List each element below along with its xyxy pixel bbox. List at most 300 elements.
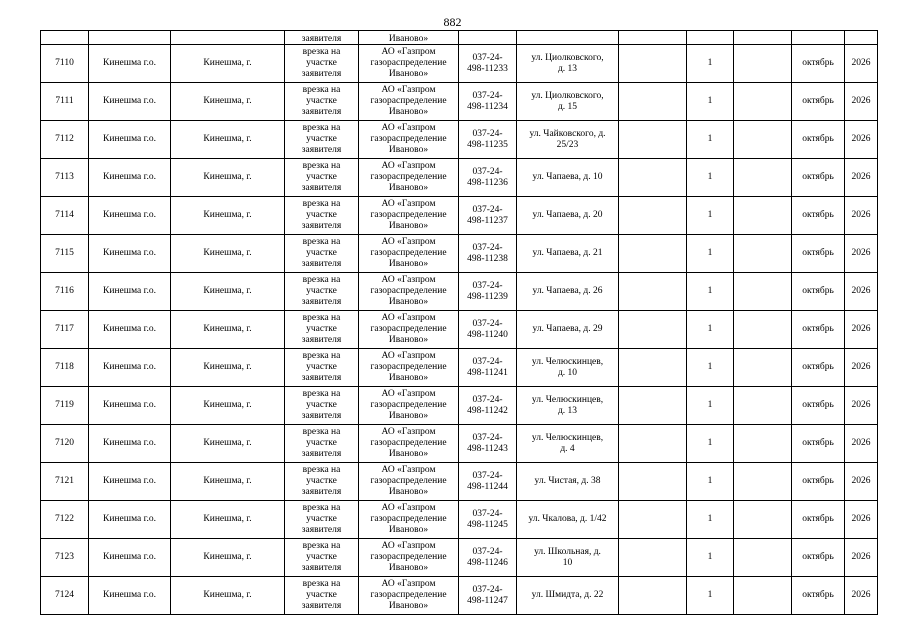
- cell-org: [359, 273, 459, 311]
- cell-method-line: заявителя: [301, 411, 342, 421]
- cell-number: 7120: [41, 425, 89, 463]
- cell-empty: [734, 387, 792, 425]
- cell-empty: [734, 83, 792, 121]
- cell-year: 2026: [845, 539, 878, 577]
- table-row: [41, 577, 878, 615]
- cell-locality: Кинешма, г.: [171, 463, 285, 501]
- cell-locality: Кинешма, г.: [171, 197, 285, 235]
- cell-org-line: Иваново»: [388, 563, 429, 573]
- cell-org-line: Иваново»: [388, 449, 429, 459]
- table-row: [41, 387, 878, 425]
- cell-org-line: газораспределение: [370, 134, 447, 144]
- table-row: [41, 121, 878, 159]
- table-row: [41, 235, 878, 273]
- cell-year: 2026: [845, 387, 878, 425]
- cell-month: октябрь: [792, 387, 845, 425]
- cell-method: [285, 197, 359, 235]
- cell-year: 2026: [845, 83, 878, 121]
- cell-code-line: 037-24-: [472, 52, 503, 63]
- table-row: [41, 197, 878, 235]
- cell-number: 7114: [41, 197, 89, 235]
- cell-org-line: АО «Газпром: [381, 465, 436, 475]
- cell-year: 2026: [845, 349, 878, 387]
- cell-year: 2026: [845, 121, 878, 159]
- cell-method-line: врезка на: [302, 199, 341, 209]
- cell-empty: [619, 235, 687, 273]
- cell-empty: [619, 539, 687, 577]
- cell-municipality: Кинешма г.о.: [89, 349, 171, 387]
- cell-org-line: Иваново»: [388, 69, 429, 79]
- cell-empty: [734, 45, 792, 83]
- cell-method-line: врезка на: [302, 85, 341, 95]
- cell-org: [359, 501, 459, 539]
- cell-method-line: участке: [306, 134, 337, 144]
- cell-org: [359, 463, 459, 501]
- cell-count: 1: [687, 235, 734, 273]
- cell-year: 2026: [845, 501, 878, 539]
- cell-municipality: Кинешма г.о.: [89, 273, 171, 311]
- cell-address-line: ул. Школьная, д.: [534, 546, 601, 557]
- cell-empty: [734, 31, 792, 45]
- cell-locality: Кинешма, г.: [171, 159, 285, 197]
- cell-empty: [619, 577, 687, 615]
- cell-method-line: заявителя: [301, 373, 342, 383]
- cell-number: 7121: [41, 463, 89, 501]
- table-row: [41, 349, 878, 387]
- cell-org: [359, 349, 459, 387]
- cell-address: [517, 121, 619, 159]
- cell-code-line: 037-24-: [472, 394, 503, 405]
- cell-org-line: Иваново»: [388, 297, 429, 307]
- cell-org-line: Иваново»: [388, 221, 429, 231]
- cell-org-line: Иваново»: [388, 145, 429, 155]
- cell-municipality: Кинешма г.о.: [89, 425, 171, 463]
- cell-number: 7112: [41, 121, 89, 159]
- cell-org-line: газораспределение: [370, 286, 447, 296]
- cell-org-line: Иваново»: [388, 373, 429, 383]
- cell-address-line: ул. Чапаева, д. 26: [532, 286, 603, 296]
- cell-municipality: Кинешма г.о.: [89, 387, 171, 425]
- cell-org: [359, 45, 459, 83]
- cell-empty: [619, 273, 687, 311]
- cell-code-line: 037-24-: [472, 280, 503, 291]
- cell-address-line: ул. Циолковского,: [531, 90, 604, 101]
- cell-method: [285, 387, 359, 425]
- cell-code: [459, 425, 517, 463]
- cell-code-line: 037-24-: [472, 584, 503, 595]
- cell-code-line: 498-11242: [467, 405, 508, 416]
- cell-address: [517, 235, 619, 273]
- cell-address-line: д. 15: [557, 101, 578, 112]
- cell-empty: [734, 349, 792, 387]
- cell-address-line: д. 10: [557, 367, 578, 378]
- cell-locality: Кинешма, г.: [171, 387, 285, 425]
- cell-method-line: врезка на: [302, 351, 341, 361]
- cell-code-line: 498-11238: [467, 253, 508, 264]
- cell-address: [517, 425, 619, 463]
- cell-org-line: газораспределение: [370, 324, 447, 334]
- cell-year: 2026: [845, 273, 878, 311]
- cell-method-line: участке: [306, 324, 337, 334]
- cell-count: 1: [687, 197, 734, 235]
- cell-org-line: газораспределение: [370, 58, 447, 68]
- cell-method-line: участке: [306, 96, 337, 106]
- cell-code: [459, 539, 517, 577]
- continuation-row: [41, 31, 878, 45]
- cell-municipality: Кинешма г.о.: [89, 235, 171, 273]
- cell-method-line: врезка на: [302, 579, 341, 589]
- cell-empty: [619, 197, 687, 235]
- cell-method: [285, 45, 359, 83]
- cell-empty: [41, 31, 89, 45]
- cell-org-line: Иваново»: [388, 335, 429, 345]
- cell-org-line: газораспределение: [370, 590, 447, 600]
- cell-code-line: 498-11237: [467, 215, 508, 226]
- cell-empty: [619, 425, 687, 463]
- cell-empty: [734, 273, 792, 311]
- cell-address-line: ул. Чистая, д. 38: [534, 476, 601, 486]
- table-row: [41, 425, 878, 463]
- cell-code-line: 037-24-: [472, 470, 503, 481]
- cell-empty: [171, 31, 285, 45]
- cell-code-line: 498-11233: [467, 63, 508, 74]
- cell-method-line: заявителя: [301, 335, 342, 345]
- cell-code-line: 498-11236: [467, 177, 508, 188]
- cell-municipality: Кинешма г.о.: [89, 45, 171, 83]
- cell-address: [517, 463, 619, 501]
- cell-count: 1: [687, 463, 734, 501]
- cell-address: [517, 45, 619, 83]
- cell-method-line: участке: [306, 172, 337, 182]
- cell-month: октябрь: [792, 577, 845, 615]
- cell-method-line: заявителя: [301, 563, 342, 573]
- cell-count: 1: [687, 45, 734, 83]
- cell-year: 2026: [845, 463, 878, 501]
- cell-empty: [734, 463, 792, 501]
- cell-org-line: АО «Газпром: [381, 313, 436, 323]
- cell-number: 7113: [41, 159, 89, 197]
- cell-org-line: газораспределение: [370, 172, 447, 182]
- cell-code: [459, 387, 517, 425]
- cell-method-line: врезка на: [302, 465, 341, 475]
- cell-month: октябрь: [792, 425, 845, 463]
- cell-code-line: 498-11239: [467, 291, 508, 302]
- cell-address-line: ул. Чапаева, д. 29: [532, 324, 603, 334]
- cell-empty: [459, 31, 517, 45]
- cell-count: 1: [687, 83, 734, 121]
- cell-locality: Кинешма, г.: [171, 501, 285, 539]
- cell-org: [359, 539, 459, 577]
- cell-org: [359, 83, 459, 121]
- cell-year: 2026: [845, 197, 878, 235]
- cell-method-line: участке: [306, 210, 337, 220]
- cell-method-line: врезка на: [302, 541, 341, 551]
- cell-org: [359, 387, 459, 425]
- cell-address-line: ул. Чапаева, д. 10: [532, 172, 603, 182]
- cell-method-line: заявителя: [301, 601, 342, 611]
- cell-address-line: 25/23: [556, 139, 579, 150]
- table-row: [41, 45, 878, 83]
- cell-address: [517, 83, 619, 121]
- cell-method: [285, 577, 359, 615]
- cell-address-line: ул. Шмидта, д. 22: [531, 590, 604, 600]
- cell-address: [517, 577, 619, 615]
- cell-org-line: АО «Газпром: [381, 389, 436, 399]
- cell-number: 7116: [41, 273, 89, 311]
- cell-code-line: 037-24-: [472, 546, 503, 557]
- cell-address: [517, 501, 619, 539]
- cell-count: 1: [687, 577, 734, 615]
- cell-address: [517, 311, 619, 349]
- cell-address: [517, 387, 619, 425]
- cell-method-line: участке: [306, 514, 337, 524]
- cell-org-line: Иваново»: [388, 183, 429, 193]
- cell-empty: [619, 501, 687, 539]
- cell-count: 1: [687, 311, 734, 349]
- cell-method: [285, 349, 359, 387]
- cell-municipality: Кинешма г.о.: [89, 539, 171, 577]
- cell-code: [459, 501, 517, 539]
- cell-locality: Кинешма, г.: [171, 311, 285, 349]
- cell-empty: [619, 31, 687, 45]
- cell-number: 7122: [41, 501, 89, 539]
- cell-method-line: участке: [306, 286, 337, 296]
- cell-empty: [619, 83, 687, 121]
- cell-month: октябрь: [792, 159, 845, 197]
- table-row: [41, 311, 878, 349]
- cell-address: [517, 349, 619, 387]
- cell-empty: [734, 425, 792, 463]
- cell-empty: [517, 31, 619, 45]
- cell-number: 7123: [41, 539, 89, 577]
- cell-method: [285, 425, 359, 463]
- cell-empty: [734, 577, 792, 615]
- cell-method-line: врезка на: [302, 313, 341, 323]
- cell-org-line: Иваново»: [388, 411, 429, 421]
- cell-month: октябрь: [792, 83, 845, 121]
- cell-code: [459, 159, 517, 197]
- cell-address-line: ул. Челюскинцев,: [531, 356, 604, 367]
- cell-municipality: Кинешма г.о.: [89, 121, 171, 159]
- cell-number: 7119: [41, 387, 89, 425]
- cell-org-line: газораспределение: [370, 438, 447, 448]
- cell-org-line: газораспределение: [370, 476, 447, 486]
- table-row: [41, 83, 878, 121]
- cell-count: 1: [687, 387, 734, 425]
- cell-method-line: заявителя: [301, 487, 342, 497]
- cell-org: [359, 235, 459, 273]
- cell-method-line: заявителя: [301, 183, 342, 193]
- cell-method-line: участке: [306, 438, 337, 448]
- cell-method-line: участке: [306, 552, 337, 562]
- cell-org-line: АО «Газпром: [381, 85, 436, 95]
- cell-code-line: 037-24-: [472, 432, 503, 443]
- cell-year: 2026: [845, 159, 878, 197]
- page-number: 882: [443, 15, 462, 29]
- cell-method: [285, 539, 359, 577]
- cell-municipality: Кинешма г.о.: [89, 577, 171, 615]
- cell-code-line: 498-11243: [467, 443, 508, 454]
- table-row: [41, 159, 878, 197]
- cell-code: [459, 197, 517, 235]
- cell-code: [459, 463, 517, 501]
- cell-org-line: Иваново»: [388, 525, 429, 535]
- cell-count: 1: [687, 501, 734, 539]
- cell-code: [459, 235, 517, 273]
- cell-number: 7124: [41, 577, 89, 615]
- cell-locality: Кинешма, г.: [171, 349, 285, 387]
- cell-method-line: врезка на: [302, 275, 341, 285]
- cell-month: октябрь: [792, 311, 845, 349]
- cell-org: [359, 577, 459, 615]
- cell-method-line: участке: [306, 362, 337, 372]
- cell-code-line: 498-11235: [467, 139, 508, 150]
- cell-number: 7115: [41, 235, 89, 273]
- cell-code-line: 037-24-: [472, 128, 503, 139]
- cell-code-line: 037-24-: [472, 166, 503, 177]
- cell-org-line: АО «Газпром: [381, 275, 436, 285]
- cell-org-line: газораспределение: [370, 400, 447, 410]
- cell-method: [285, 463, 359, 501]
- cell-code-line: 037-24-: [472, 90, 503, 101]
- cell-org-line: Иваново»: [388, 487, 429, 497]
- cell-method: [285, 235, 359, 273]
- cell-org-line: Иваново»: [388, 601, 429, 611]
- cell-code-line: 498-11247: [467, 595, 508, 606]
- cell-method: [285, 121, 359, 159]
- cell-org-line: газораспределение: [370, 362, 447, 372]
- cell-method-line: участке: [306, 590, 337, 600]
- cell-month: октябрь: [792, 45, 845, 83]
- cell-empty: [845, 31, 878, 45]
- cell-municipality: Кинешма г.о.: [89, 463, 171, 501]
- cell-month: октябрь: [792, 349, 845, 387]
- cell-empty: [619, 311, 687, 349]
- cell-municipality: Кинешма г.о.: [89, 197, 171, 235]
- cell-number: 7117: [41, 311, 89, 349]
- cell-locality: Кинешма, г.: [171, 539, 285, 577]
- cell-org-line: АО «Газпром: [381, 541, 436, 551]
- cell-org-line: газораспределение: [370, 552, 447, 562]
- cell-code: [459, 121, 517, 159]
- cell-code-line: 037-24-: [472, 508, 503, 519]
- cell-empty: [619, 463, 687, 501]
- cell-month: октябрь: [792, 463, 845, 501]
- cell-month: октябрь: [792, 539, 845, 577]
- schedule-table: [40, 30, 878, 615]
- cell-org-line: газораспределение: [370, 514, 447, 524]
- cell-empty: [734, 235, 792, 273]
- cell-method-line: заявителя: [301, 221, 342, 231]
- cell-org-line: Иваново»: [388, 259, 429, 269]
- cell-municipality: Кинешма г.о.: [89, 159, 171, 197]
- cell-code: [459, 349, 517, 387]
- cell-method-line: заявителя: [301, 525, 342, 535]
- cell-year: 2026: [845, 577, 878, 615]
- cell-method: [285, 501, 359, 539]
- cell-empty: [734, 159, 792, 197]
- cell-address: [517, 539, 619, 577]
- table-row: [41, 501, 878, 539]
- cell-address-line: ул. Челюскинцев,: [531, 394, 604, 405]
- cell-method-line: врезка на: [302, 161, 341, 171]
- cell-empty: [89, 31, 171, 45]
- cell-month: октябрь: [792, 501, 845, 539]
- cell-year: 2026: [845, 45, 878, 83]
- cell-org-continued: Иваново»: [359, 31, 459, 45]
- cell-org-line: АО «Газпром: [381, 579, 436, 589]
- cell-address-line: ул. Циолковского,: [531, 52, 604, 63]
- cell-method-line: врезка на: [302, 503, 341, 513]
- cell-month: октябрь: [792, 235, 845, 273]
- cell-method-line: заявителя: [301, 69, 342, 79]
- cell-number: 7111: [41, 83, 89, 121]
- table-body: [41, 31, 878, 615]
- cell-locality: Кинешма, г.: [171, 121, 285, 159]
- cell-method: [285, 159, 359, 197]
- cell-month: октябрь: [792, 273, 845, 311]
- cell-count: 1: [687, 159, 734, 197]
- cell-address: [517, 273, 619, 311]
- cell-code-line: 498-11234: [467, 101, 508, 112]
- cell-code: [459, 83, 517, 121]
- table-row: [41, 539, 878, 577]
- cell-municipality: Кинешма г.о.: [89, 83, 171, 121]
- cell-method-line: участке: [306, 400, 337, 410]
- cell-org: [359, 159, 459, 197]
- cell-method-line: врезка на: [302, 123, 341, 133]
- cell-empty: [619, 121, 687, 159]
- cell-empty: [734, 501, 792, 539]
- cell-code: [459, 311, 517, 349]
- cell-org-line: АО «Газпром: [381, 237, 436, 247]
- cell-org-line: АО «Газпром: [381, 47, 436, 57]
- cell-municipality: Кинешма г.о.: [89, 311, 171, 349]
- cell-count: 1: [687, 425, 734, 463]
- table-row: [41, 273, 878, 311]
- cell-method-line: врезка на: [302, 389, 341, 399]
- cell-code: [459, 45, 517, 83]
- cell-month: октябрь: [792, 121, 845, 159]
- cell-locality: Кинешма, г.: [171, 45, 285, 83]
- cell-code: [459, 273, 517, 311]
- cell-method-line: заявителя: [301, 107, 342, 117]
- cell-empty: [619, 349, 687, 387]
- cell-empty: [687, 31, 734, 45]
- cell-year: 2026: [845, 425, 878, 463]
- cell-empty: [734, 121, 792, 159]
- cell-method-line: участке: [306, 476, 337, 486]
- cell-count: 1: [687, 349, 734, 387]
- cell-address-line: ул. Чапаева, д. 21: [532, 248, 603, 258]
- cell-org: [359, 425, 459, 463]
- cell-org-line: АО «Газпром: [381, 503, 436, 513]
- cell-municipality: Кинешма г.о.: [89, 501, 171, 539]
- cell-org-line: АО «Газпром: [381, 199, 436, 209]
- cell-method-line: врезка на: [302, 237, 341, 247]
- table-row: [41, 463, 878, 501]
- cell-address-line: ул. Чайковского, д.: [529, 128, 606, 139]
- cell-method: [285, 311, 359, 349]
- cell-org-line: газораспределение: [370, 210, 447, 220]
- cell-method-line: заявителя: [301, 449, 342, 459]
- cell-org: [359, 121, 459, 159]
- cell-locality: Кинешма, г.: [171, 273, 285, 311]
- cell-empty: [734, 311, 792, 349]
- cell-code-line: 498-11241: [467, 367, 508, 378]
- cell-method-continued: заявителя: [285, 31, 359, 45]
- cell-month: октябрь: [792, 197, 845, 235]
